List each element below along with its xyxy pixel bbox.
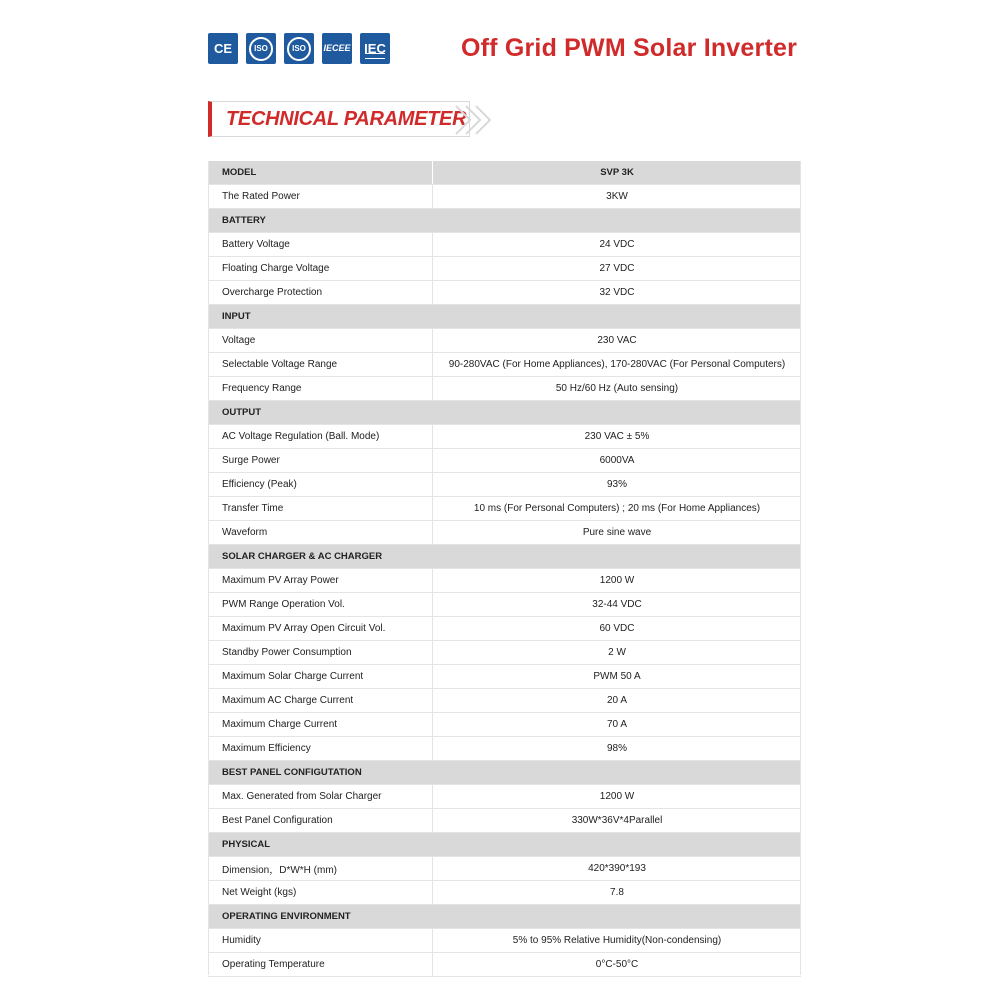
ce-mark-icon [208, 33, 238, 64]
row-value: 230 VAC [433, 329, 802, 353]
row-label: Maximum Solar Charge Current [208, 665, 433, 689]
row-value: 6000VA [433, 449, 802, 473]
section-title: SOLAR CHARGER & AC CHARGER [208, 545, 801, 569]
table-row [208, 377, 801, 401]
row-label: Battery Voltage [208, 233, 433, 257]
row-label: PWM Range Operation Vol. [208, 593, 433, 617]
section-title: OUTPUT [208, 401, 801, 425]
section-title: INPUT [208, 305, 801, 329]
iso-logo-icon [246, 33, 276, 64]
section-header-physical [208, 833, 801, 857]
table-row [208, 713, 801, 737]
table-row [208, 737, 801, 761]
row-value: Pure sine wave [433, 521, 802, 545]
table-row [208, 497, 801, 521]
row-label: Surge Power [208, 449, 433, 473]
row-value: 1200 W [433, 785, 802, 809]
row-value: 3KW [433, 185, 802, 209]
section-header-solar-charger [208, 545, 801, 569]
row-value: 2 W [433, 641, 802, 665]
table-row [208, 449, 801, 473]
iso-logo-text: ISO [254, 44, 268, 53]
row-label: Voltage [208, 329, 433, 353]
row-value: 24 VDC [433, 233, 802, 257]
row-label: Best Panel Configuration [208, 809, 433, 833]
row-label: Selectable Voltage Range [208, 353, 433, 377]
iso-14001-ring [287, 37, 311, 61]
row-value: 32-44 VDC [433, 593, 802, 617]
row-value: 20 A [433, 689, 802, 713]
row-value: 70 A [433, 713, 802, 737]
table-row [208, 857, 801, 881]
section-header-best-panel [208, 761, 801, 785]
section-header-input [208, 305, 801, 329]
row-value: 10 ms (For Personal Computers) ; 20 ms (For Home Appliances) [433, 497, 802, 521]
table-row [208, 233, 801, 257]
section-header-battery [208, 209, 801, 233]
chevron-arrows-icon [452, 102, 504, 138]
section-title: BEST PANEL CONFIGUTATION [208, 761, 801, 785]
table-row [208, 881, 801, 905]
row-value: 98% [433, 737, 802, 761]
row-value: 420*390*193 [433, 857, 802, 881]
iecee-logo-text: IECEE [323, 43, 351, 53]
table-header-row [208, 161, 801, 185]
section-header-output [208, 401, 801, 425]
table-row [208, 593, 801, 617]
row-label: AC Voltage Regulation (Ball. Mode) [208, 425, 433, 449]
table-row [208, 641, 801, 665]
section-title: BATTERY [208, 209, 801, 233]
row-value: 90-280VAC (For Home Appliances), 170-280VAC (For Personal Computers) [433, 353, 802, 377]
row-label: Maximum PV Array Power [208, 569, 433, 593]
model-label: MODEL [208, 161, 433, 185]
table-row [208, 281, 801, 305]
iso-14001-logo-icon [284, 33, 314, 64]
row-value: 60 VDC [433, 617, 802, 641]
row-label: Operating Temperature [208, 953, 433, 977]
table-row [208, 329, 801, 353]
section-header-operating-environment [208, 905, 801, 929]
row-label: Frequency Range [208, 377, 433, 401]
row-value: 93% [433, 473, 802, 497]
row-label: Standby Power Consumption [208, 641, 433, 665]
row-label: Overcharge Protection [208, 281, 433, 305]
row-value: 230 VAC ± 5% [433, 425, 802, 449]
table-row [208, 569, 801, 593]
row-value: 5% to 95% Relative Humidity(Non-condensing) [433, 929, 802, 953]
iecee-cb-logo-icon [322, 33, 352, 64]
section-title: OPERATING ENVIRONMENT [208, 905, 801, 929]
row-label: Max. Generated from Solar Charger [208, 785, 433, 809]
page-title: Off Grid PWM Solar Inverter [461, 34, 798, 62]
row-label: Maximum Efficiency [208, 737, 433, 761]
iec-logo-text: IEC [364, 41, 386, 56]
ce-mark-text: CE [213, 41, 233, 56]
row-label: Maximum Charge Current [208, 713, 433, 737]
table-row [208, 785, 801, 809]
table-row [208, 473, 801, 497]
table-row [208, 665, 801, 689]
table-row [208, 617, 801, 641]
row-label: Waveform [208, 521, 433, 545]
iso-ring [249, 37, 273, 61]
row-label: Floating Charge Voltage [208, 257, 433, 281]
table-row [208, 809, 801, 833]
row-label: Efficiency (Peak) [208, 473, 433, 497]
spec-table [208, 161, 801, 977]
table-row [208, 689, 801, 713]
row-label: Humidity [208, 929, 433, 953]
row-value: 330W*36V*4Parallel [433, 809, 802, 833]
row-label: Maximum PV Array Open Circuit Vol. [208, 617, 433, 641]
table-row [208, 425, 801, 449]
row-value: 1200 W [433, 569, 802, 593]
row-label: Dimension，D*W*H (mm) [208, 857, 433, 881]
iso-14001-logo-text: ISO [292, 44, 306, 53]
section-title: PHYSICAL [208, 833, 801, 857]
row-value: 27 VDC [433, 257, 802, 281]
table-row [208, 929, 801, 953]
table-row [208, 185, 801, 209]
row-value: 50 Hz/60 Hz (Auto sensing) [433, 377, 802, 401]
row-label: Transfer Time [208, 497, 433, 521]
table-row [208, 353, 801, 377]
table-row [208, 953, 801, 977]
row-value: 7.8 [433, 881, 802, 905]
section-banner-label: TECHNICAL PARAMETER [226, 108, 467, 130]
table-row [208, 257, 801, 281]
table-row [208, 521, 801, 545]
row-label: The Rated Power [208, 185, 433, 209]
row-label: Maximum AC Charge Current [208, 689, 433, 713]
row-value: PWM 50 A [433, 665, 802, 689]
iec-stripes [365, 53, 385, 59]
model-value: SVP 3K [433, 161, 802, 185]
row-value: 0°C-50°C [433, 953, 802, 977]
certification-logos [208, 33, 390, 64]
iec-logo-icon [360, 33, 390, 64]
row-label: Net Weight (kgs) [208, 881, 433, 905]
row-value: 32 VDC [433, 281, 802, 305]
